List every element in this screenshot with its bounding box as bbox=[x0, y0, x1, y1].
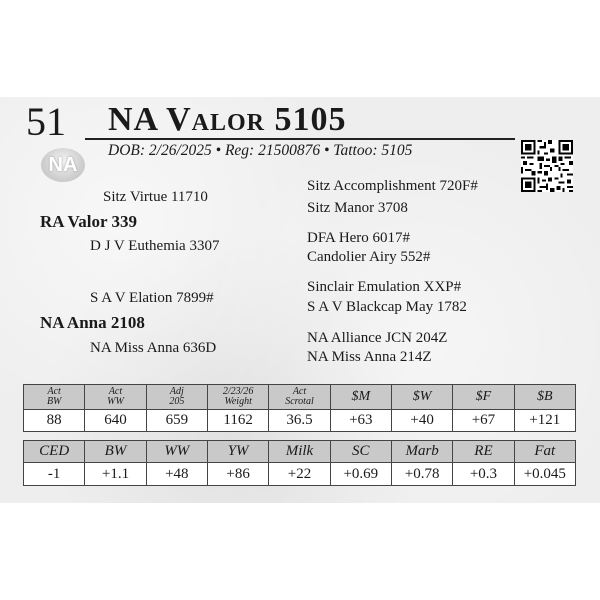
header-yw: YW bbox=[207, 441, 268, 463]
pedigree-sire-sire: Sitz Virtue 11710 bbox=[103, 189, 208, 205]
performance-table bbox=[23, 384, 576, 432]
pedigree-dam: NA Anna 2108 bbox=[40, 313, 145, 332]
value-adj-205: 659 bbox=[146, 410, 207, 432]
header-line: Weight bbox=[224, 396, 252, 407]
header-dollar-b: $B bbox=[514, 385, 575, 410]
animal-info-line bbox=[108, 142, 412, 160]
header-fat: Fat bbox=[514, 441, 575, 463]
pedigree-right-6: S A V Blackcap May 1782 bbox=[307, 299, 467, 315]
tattoo-text: Tattoo: 5105 bbox=[333, 142, 413, 159]
header-ww: WW bbox=[146, 441, 207, 463]
value-act-ww: 640 bbox=[85, 410, 146, 432]
header-line: BW bbox=[46, 396, 62, 407]
pedigree-right-4: Candolier Airy 552# bbox=[307, 249, 431, 265]
header-act-bw bbox=[24, 385, 85, 410]
pedigree-dam-sire: S A V Elation 7899# bbox=[90, 290, 214, 306]
dob-text: DOB: 2/26/2025 bbox=[108, 142, 212, 159]
lot-number: 51 bbox=[26, 99, 66, 144]
header-milk: Milk bbox=[269, 441, 330, 463]
value-act-scrotal: 36.5 bbox=[269, 410, 330, 432]
value-weight: 1162 bbox=[207, 410, 268, 432]
header-line: 2/23/26 bbox=[222, 386, 254, 397]
value-dollar-m: +63 bbox=[330, 410, 391, 432]
pedigree-sire-dam: D J V Euthemia 3307 bbox=[90, 238, 220, 254]
header-adj-205 bbox=[146, 385, 207, 410]
value-fat: +0.045 bbox=[514, 463, 575, 486]
header-line: WW bbox=[107, 396, 124, 407]
pedigree-right-5: Sinclair Emulation XXP# bbox=[307, 279, 462, 295]
pedigree-right-1: Sitz Accomplishment 720F# bbox=[307, 178, 478, 194]
value-re: +0.3 bbox=[453, 463, 514, 486]
epd-value-row bbox=[24, 463, 576, 486]
value-ced: -1 bbox=[24, 463, 85, 486]
pedigree-sire: RA Valor 339 bbox=[40, 212, 137, 231]
header-line: Scrotal bbox=[285, 396, 314, 407]
epd-header-row bbox=[24, 441, 576, 463]
na-logo: NA bbox=[41, 148, 85, 182]
value-dollar-b: +121 bbox=[514, 410, 575, 432]
header-dollar-w: $W bbox=[391, 385, 452, 410]
pedigree-right-3: DFA Hero 6017# bbox=[307, 230, 411, 246]
qr-code-icon[interactable] bbox=[521, 140, 573, 192]
value-marb: +0.78 bbox=[391, 463, 452, 486]
value-act-bw: 88 bbox=[24, 410, 85, 432]
pedigree-dam-dam: NA Miss Anna 636D bbox=[90, 340, 217, 356]
header-act-scrotal bbox=[269, 385, 330, 410]
header-bw: BW bbox=[85, 441, 146, 463]
value-yw: +86 bbox=[207, 463, 268, 486]
header-re: RE bbox=[453, 441, 514, 463]
epd-table bbox=[23, 440, 576, 486]
pedigree-right-2: Sitz Manor 3708 bbox=[307, 200, 408, 216]
value-dollar-w: +40 bbox=[391, 410, 452, 432]
animal-name: NA Valor 5105 bbox=[108, 101, 347, 138]
value-dollar-f: +67 bbox=[453, 410, 514, 432]
pedigree-right-8: NA Miss Anna 214Z bbox=[307, 349, 432, 365]
value-sc: +0.69 bbox=[330, 463, 391, 486]
header-line: Act bbox=[108, 386, 123, 397]
header-ced: CED bbox=[24, 441, 85, 463]
header-dollar-f: $F bbox=[453, 385, 514, 410]
header-line: Act bbox=[47, 386, 61, 397]
value-bw: +1.1 bbox=[85, 463, 146, 486]
pedigree-right-7: NA Alliance JCN 204Z bbox=[307, 330, 448, 346]
performance-value-row bbox=[24, 410, 576, 432]
header-line: Adj bbox=[169, 386, 184, 397]
header-dollar-m: $M bbox=[330, 385, 391, 410]
header-line: 205 bbox=[169, 396, 185, 407]
header-act-ww bbox=[85, 385, 146, 410]
reg-text: Reg: 21500876 bbox=[224, 142, 321, 159]
value-ww: +48 bbox=[146, 463, 207, 486]
performance-header-row bbox=[24, 385, 576, 410]
header-marb: Marb bbox=[391, 441, 452, 463]
separator-dot: • bbox=[323, 142, 330, 159]
title-underline bbox=[85, 138, 515, 140]
value-milk: +22 bbox=[269, 463, 330, 486]
separator-dot: • bbox=[215, 142, 222, 159]
header-sc: SC bbox=[330, 441, 391, 463]
header-weight bbox=[207, 385, 268, 410]
header-line: Act bbox=[292, 386, 307, 397]
